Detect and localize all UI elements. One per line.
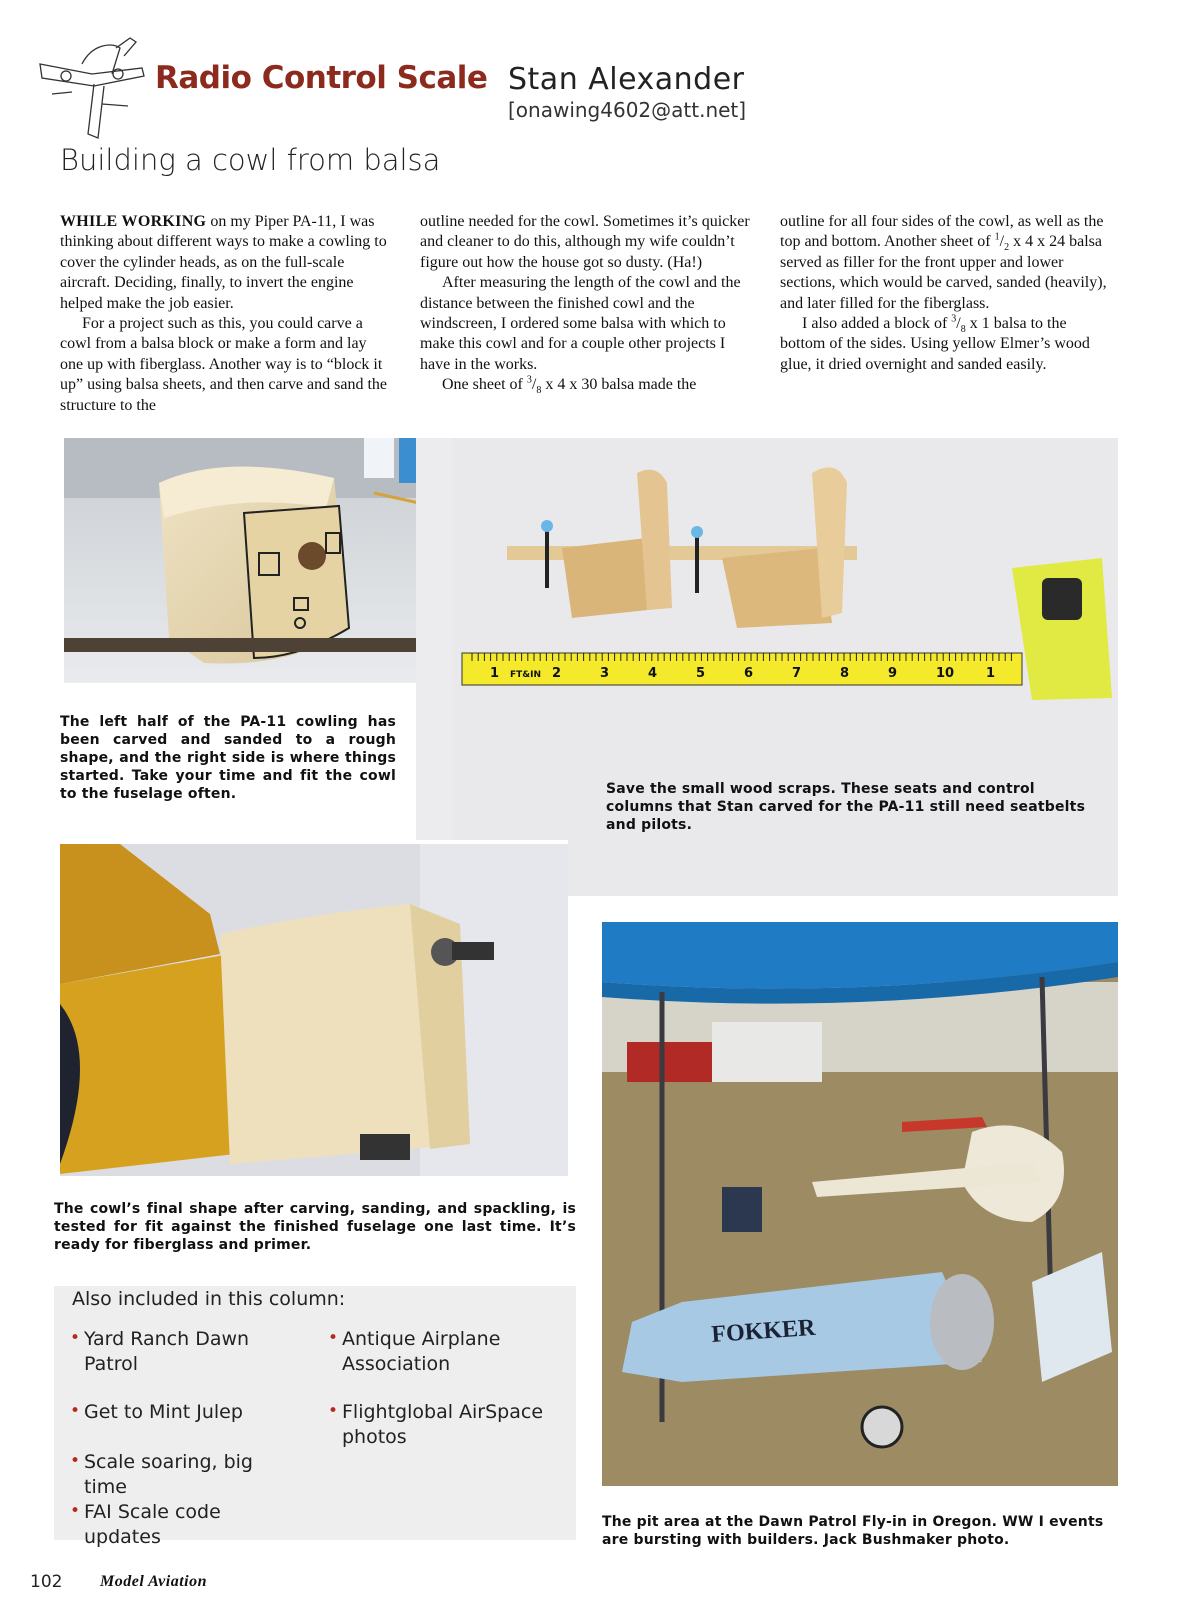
- author-name: Stan Alexander: [508, 62, 745, 97]
- tape-number: 7: [792, 666, 802, 681]
- tape-number: 1: [490, 666, 500, 681]
- tape-number: 2: [552, 666, 562, 681]
- also-item-label: Scale soaring, big time: [84, 1451, 253, 1498]
- column-title: Radio Control Scale: [155, 60, 488, 96]
- paragraph-text: x 4 x 30 balsa made the: [541, 376, 697, 394]
- bullet-icon: •: [70, 1328, 81, 1348]
- fraction-denominator: 2: [1004, 242, 1010, 254]
- also-item-label: Get to Mint Julep: [84, 1401, 243, 1423]
- paragraph-text: One sheet of: [442, 376, 527, 394]
- also-item[interactable]: [70, 1400, 299, 1425]
- lead-in: WHILE WORKING: [60, 213, 207, 230]
- text-column-3: [780, 212, 1110, 375]
- also-item-label: FAI Scale code updates: [84, 1501, 221, 1548]
- also-item-label: Antique Airplane Association: [342, 1328, 501, 1375]
- also-item[interactable]: [70, 1500, 299, 1550]
- also-item-label: Flightglobal AirSpace photos: [342, 1401, 544, 1448]
- caption-seats: Save the small wood scraps. These seats and control columns that Stan carved for the PA-11 still need seatbelts and pilots.: [606, 781, 1086, 833]
- also-item[interactable]: [328, 1327, 557, 1377]
- also-item[interactable]: [70, 1450, 299, 1500]
- paragraph: outline for all four sides of the cowl, as well as the top and bottom. Another sheet of $^1/_2$ x 4 x 24 balsa served as filler for the front upper and lower sections, which would be carved, sanded (heavily), and later filled for the fiberglass.: [780, 213, 1107, 312]
- tape-number: 9: [888, 666, 898, 681]
- paragraph-text: on my Piper PA-11, I was thinking about different ways to make a cowling to cover the cylinder heads, as on the full-scale aircraft. Deciding, finally, to invert the engine helped make the job easier.: [60, 213, 387, 312]
- bullet-icon: •: [70, 1501, 81, 1521]
- bullet-icon: •: [70, 1451, 81, 1471]
- bullet-icon: •: [328, 1401, 339, 1421]
- also-included-title: Also included in this column:: [72, 1288, 346, 1310]
- also-item[interactable]: [70, 1327, 299, 1377]
- paragraph-text: I also added a block of: [802, 315, 952, 333]
- paragraph-text: outline for all four sides of the cowl, as well as the top and bottom. Another sheet of: [780, 213, 1104, 251]
- photo-dawn-patrol: [602, 922, 1118, 1486]
- tape-number: 1: [986, 666, 996, 681]
- text-column-1: [60, 212, 390, 416]
- paragraph: After measuring the length of the cowl and the distance between the finished cowl and the windscreen, I ordered some balsa with which to make this cowl and for a couple other projects I have in the works.: [420, 274, 741, 373]
- tape-number: 4: [648, 666, 658, 681]
- photo-cowl-block: [64, 438, 444, 683]
- magazine-name: Model Aviation: [100, 1573, 207, 1590]
- fraction-denominator: 8: [960, 324, 966, 336]
- text-column-2: [420, 212, 750, 396]
- paragraph-text: x 1 balsa to the bottom of the sides. Using yellow Elmer’s wood glue, it dried overnight and sanded easily.: [780, 315, 1090, 373]
- fokker-label: FOKKER: [710, 1314, 817, 1348]
- tape-number: 6: [744, 666, 754, 681]
- tape-number: FT&IN: [510, 670, 542, 680]
- tape-number: 5: [696, 666, 706, 681]
- fraction-numerator: 3: [526, 374, 532, 386]
- also-item[interactable]: [328, 1400, 557, 1450]
- fraction-denominator: 8: [536, 385, 542, 397]
- caption-cowl-fit: The cowl’s final shape after carving, sanding, and spackling, is tested for fit against the finished fuselage one last time. It’s ready for fiberglass and primer.: [54, 1201, 576, 1253]
- also-item-label: Yard Ranch Dawn Patrol: [84, 1328, 250, 1375]
- caption-pit-area: The pit area at the Dawn Patrol Fly-in in Oregon. WW I events are bursting with builders. Jack Bushmaker photo.: [602, 1514, 1104, 1548]
- tape-number: 10: [936, 666, 955, 681]
- article-headline: Building a cowl from balsa: [60, 143, 441, 177]
- paragraph: [60, 212, 390, 314]
- paragraph: For a project such as this, you could carve a cowl from a balsa block or make a form and lay one up with fiberglass. Another way is to “block it up” using balsa sheets, and then carve and sand the structure to the: [60, 315, 388, 414]
- tape-number: 3: [600, 666, 610, 681]
- paragraph: One sheet of $^3/_8$ x 4 x 30 balsa made the: [442, 374, 697, 397]
- author-email[interactable]: [onawing4602@att.net]: [508, 98, 747, 122]
- fraction-numerator: 1: [994, 232, 1000, 244]
- photo-cowl-fuselage: [60, 844, 568, 1176]
- fraction-numerator: 3: [951, 313, 957, 325]
- bullet-icon: •: [70, 1401, 81, 1421]
- page-number: 102: [30, 1572, 63, 1592]
- paragraph: outline needed for the cowl. Sometimes it’s quicker and cleaner to do this, although my wife couldn’t figure out how the house got so dusty. (Ha!): [420, 213, 750, 271]
- tape-number: 8: [840, 666, 850, 681]
- paragraph-text: x 4 x 24 balsa served as filler for the front upper and lower sections, which would be carved, sanded (heavily), and later filled for the fiberglass.: [780, 233, 1107, 312]
- airplane-logo-icon: [32, 34, 150, 146]
- caption-cowl-block: The left half of the PA-11 cowling has been carved and sanded to a rough shape, and the right side is where things started. Take your time and fit the cowl to the fuselage often.: [60, 714, 396, 802]
- paragraph: I also added a block of $^3/_8$ x 1 balsa to the bottom of the sides. Using yellow Elmer’s wood glue, it dried overnight and sanded easily.: [780, 313, 1090, 373]
- bullet-icon: •: [328, 1328, 339, 1348]
